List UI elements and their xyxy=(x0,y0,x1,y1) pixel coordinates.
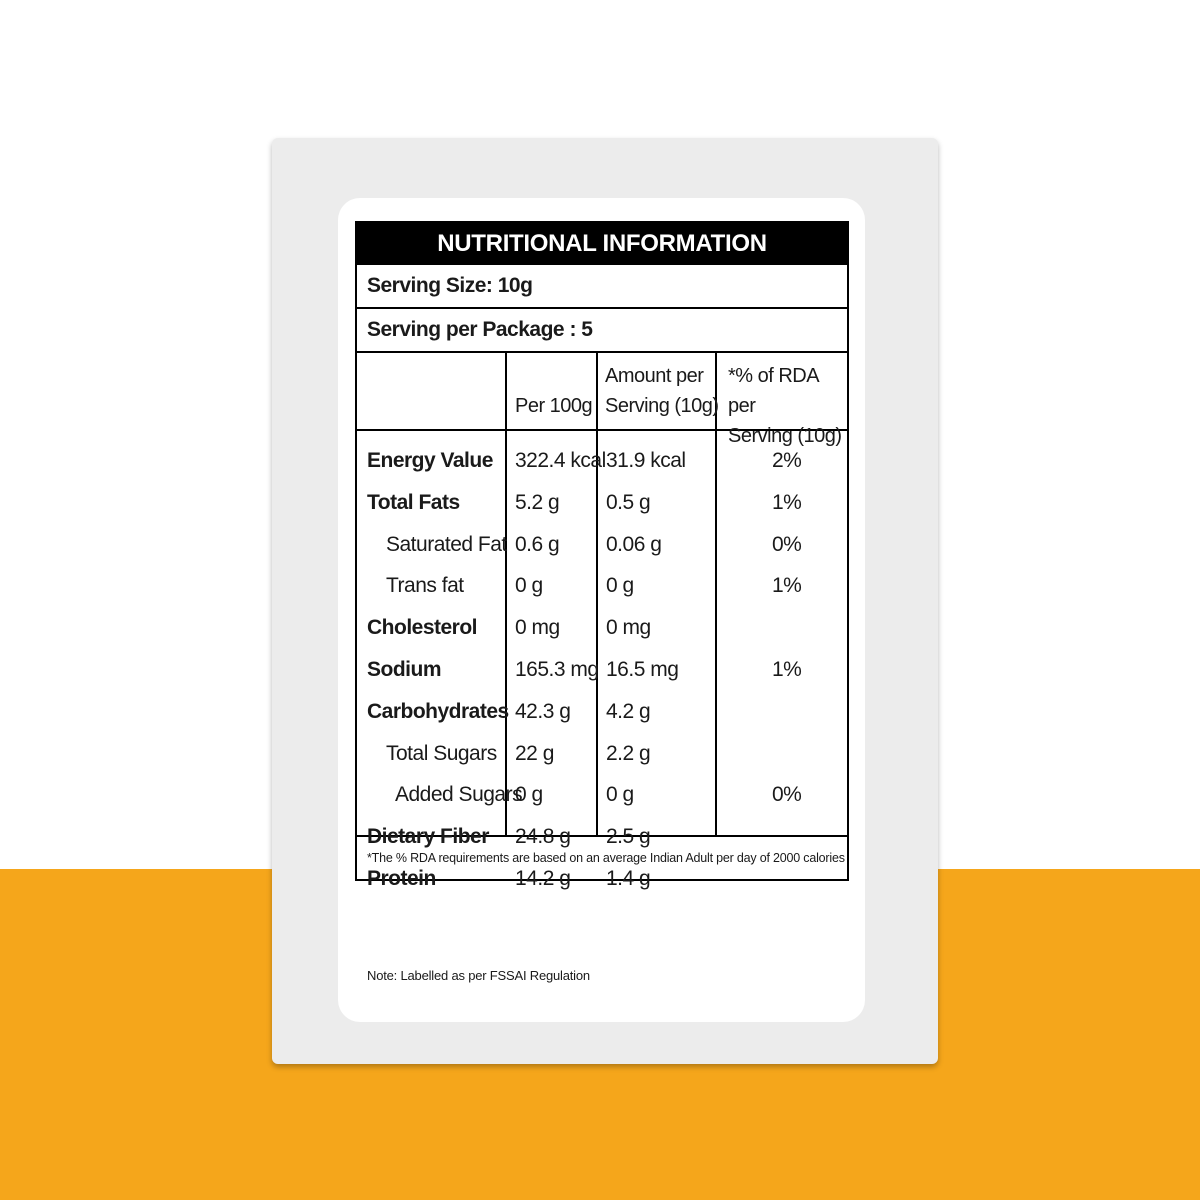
value-per-serving: 0.5 g xyxy=(606,490,651,514)
header-per-serving xyxy=(605,361,719,421)
value-per-100g: 0 g xyxy=(515,783,543,807)
nutrient-name: Added Sugars xyxy=(395,783,523,807)
table-row xyxy=(357,654,847,696)
table-row xyxy=(357,445,847,487)
table-row xyxy=(357,612,847,654)
rda-footnote: *The % RDA requirements are based on an average Indian Adult per day of 2000 calories xyxy=(367,851,845,865)
value-per-100g: 0 mg xyxy=(515,616,560,640)
value-rda: 2% xyxy=(772,449,802,472)
header-per-serving-line1: Amount per xyxy=(605,365,704,387)
nutrient-name: Saturated Fat xyxy=(386,532,507,556)
table-row xyxy=(357,821,847,863)
table-row xyxy=(357,696,847,738)
value-rda: 1% xyxy=(772,490,802,514)
nutrient-name: Energy Value xyxy=(367,449,493,472)
nutrient-name: Dietary Fiber xyxy=(367,825,489,849)
value-per-serving: 0 g xyxy=(606,574,634,598)
label-title: NUTRITIONAL INFORMATION xyxy=(357,223,847,265)
value-per-serving: 4.2 g xyxy=(606,699,651,723)
value-per-serving: 1.4 g xyxy=(606,866,651,890)
value-per-100g: 24.8 g xyxy=(515,825,571,849)
value-per-100g: 322.4 kcal xyxy=(515,449,606,472)
value-per-100g: 22 g xyxy=(515,741,554,765)
value-rda: 1% xyxy=(772,657,802,681)
header-per-serving-line2: Serving (10g) xyxy=(605,395,719,417)
value-rda: 0% xyxy=(772,783,802,807)
nutrient-name: Sodium xyxy=(367,657,441,681)
value-rda: 0% xyxy=(772,532,802,556)
header-rda-line1: *% of RDA per xyxy=(728,365,818,417)
value-per-serving: 2.5 g xyxy=(606,825,651,849)
servings-per-package: Serving per Package : 5 xyxy=(357,309,847,353)
nutrition-label xyxy=(355,221,849,890)
nutrient-name: Total Sugars xyxy=(386,741,497,765)
nutrient-name: Cholesterol xyxy=(367,616,478,640)
value-rda: 1% xyxy=(772,574,802,598)
table-row xyxy=(357,487,847,529)
serving-size: Serving Size: 10g xyxy=(357,265,847,309)
table-row xyxy=(357,738,847,780)
fssai-note: Note: Labelled as per FSSAI Regulation xyxy=(367,968,590,983)
table-row xyxy=(357,570,847,612)
nutrient-rows xyxy=(357,445,847,905)
value-per-100g: 165.3 mg xyxy=(515,657,599,681)
value-per-serving: 0.06 g xyxy=(606,532,662,556)
nutrient-name: Protein xyxy=(367,866,436,890)
table-row xyxy=(357,529,847,571)
header-rda-line2: Serving (10g) xyxy=(728,425,842,447)
value-per-serving: 31.9 kcal xyxy=(606,449,686,472)
value-per-serving: 16.5 mg xyxy=(606,657,679,681)
header-per-100g: Per 100g xyxy=(515,395,593,417)
value-per-100g: 5.2 g xyxy=(515,490,560,514)
value-per-100g: 42.3 g xyxy=(515,699,571,723)
nutrient-name: Trans fat xyxy=(386,574,464,598)
value-per-serving: 0 g xyxy=(606,783,634,807)
nutrient-name: Carbohydrates xyxy=(367,699,509,723)
value-per-100g: 0.6 g xyxy=(515,532,560,556)
value-per-serving: 2.2 g xyxy=(606,741,651,765)
value-per-100g: 0 g xyxy=(515,574,543,598)
table-row xyxy=(357,863,847,905)
header-rda xyxy=(728,361,847,451)
value-per-100g: 14.2 g xyxy=(515,866,571,890)
value-per-serving: 0 mg xyxy=(606,616,651,640)
nutrient-name: Total Fats xyxy=(367,490,460,514)
table-row xyxy=(357,779,847,821)
